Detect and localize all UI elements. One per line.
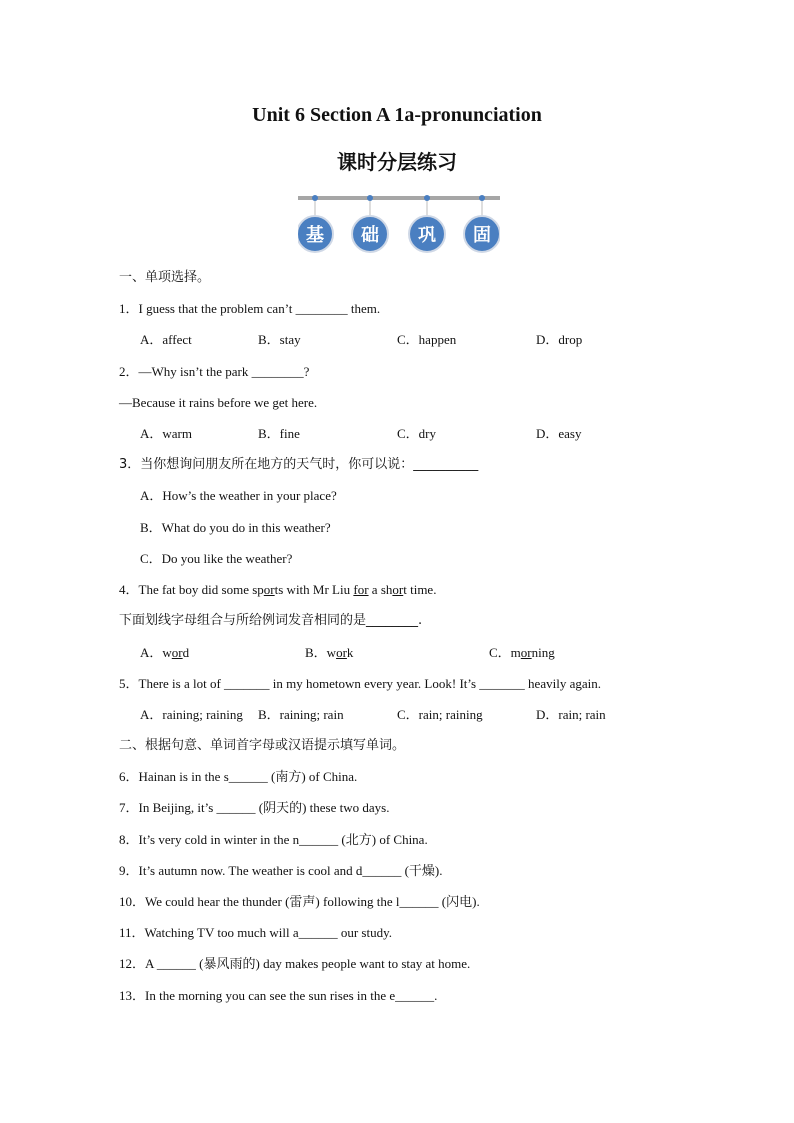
option: C．happen: [397, 332, 457, 347]
option: [305, 645, 353, 661]
question-line: 下面划线字母组合与所给例词发音相同的是________.: [119, 613, 423, 628]
fill-item: 13．In the morning you can see the sun rises in the e______.: [119, 988, 438, 1003]
underlined-letters: or: [263, 582, 275, 597]
section-heading: 一、单项选择。: [119, 270, 211, 285]
option: D．rain; rain: [536, 707, 606, 722]
option-text: k: [346, 645, 354, 660]
option: B．What do you do in this weather?: [140, 520, 331, 535]
question-stem: 5．There is a lot of _______ in my hometown every year. Look! It’s _______ heavily again.: [119, 676, 601, 691]
page-subtitle: 课时分层练习: [337, 150, 457, 174]
option: A．How’s the weather in your place?: [140, 488, 337, 503]
question-stem: 2．—Why isn’t the park ________?: [119, 364, 310, 379]
banner-char: 础: [361, 225, 379, 246]
option: A．affect: [140, 332, 192, 347]
option: C．Do you like the weather?: [140, 551, 293, 566]
option-text: B．w: [305, 645, 337, 660]
underlined-letters: or: [520, 645, 532, 660]
stem-text: 4．The fat boy did some sp: [119, 582, 264, 597]
option: D．easy: [536, 426, 582, 441]
banner-char: 固: [473, 225, 491, 246]
banner-badge-3: [409, 195, 445, 252]
section-heading: 二、根据句意、单词首字母或汉语提示填写单词。: [119, 738, 406, 753]
option: B．stay: [258, 332, 301, 347]
banner-badge-4: [464, 195, 500, 252]
banner-badge-2: [352, 195, 388, 252]
fill-item: 9．It’s autumn now. The weather is cool and d______ (干燥).: [119, 863, 443, 878]
option-text: C．m: [489, 645, 521, 660]
question-stem: 3．当你想询问朋友所在地方的天气时，你可以说：__________: [119, 457, 479, 472]
option: [489, 645, 555, 661]
fill-item: 7．In Beijing, it’s ______ (阴天的) these two days.: [119, 800, 390, 815]
option: A．warm: [140, 426, 192, 441]
fill-item: 8．It’s very cold in winter in the n______ (北方) of China.: [119, 832, 428, 847]
option-text: d: [182, 645, 190, 660]
stem-text: a sh: [368, 582, 393, 597]
question-stem: 1．I guess that the problem can’t ________ them.: [119, 301, 381, 316]
banner-bar: [298, 196, 500, 200]
stem-text: t time.: [403, 582, 437, 597]
question-stem: [119, 582, 436, 598]
fill-item: 6．Hainan is in the s______ (南方) of China.: [119, 769, 358, 784]
stem-text: ts with Mr Liu: [274, 582, 354, 597]
option: C．dry: [397, 426, 437, 441]
banner-char: 巩: [418, 225, 436, 246]
question-line: —Because it rains before we get here.: [119, 395, 318, 410]
fill-item: 10．We could hear the thunder (雷声) following the l______ (闪电).: [119, 894, 480, 909]
option: C．rain; raining: [397, 707, 483, 722]
underlined-letters: or: [392, 582, 404, 597]
option-text: A．w: [140, 645, 172, 660]
option: A．raining; raining: [140, 707, 243, 722]
option-text: ning: [531, 645, 555, 660]
option: B．raining; rain: [258, 707, 344, 722]
section-banner: [298, 192, 500, 256]
fill-item: 11．Watching TV too much will a______ our study.: [119, 925, 393, 940]
banner-badge-1: [298, 195, 333, 252]
page-title: Unit 6 Section A 1a-pronunciation: [252, 104, 542, 126]
fill-item: 12．A ______ (暴风雨的) day makes people want to stay at home.: [119, 956, 471, 971]
underlined-letters: for: [353, 582, 369, 597]
underlined-letters: or: [171, 645, 183, 660]
banner-char: 基: [306, 225, 324, 246]
underlined-letters: or: [336, 645, 347, 660]
option: D．drop: [536, 332, 583, 347]
option: [140, 645, 189, 661]
option: B．fine: [258, 426, 300, 441]
